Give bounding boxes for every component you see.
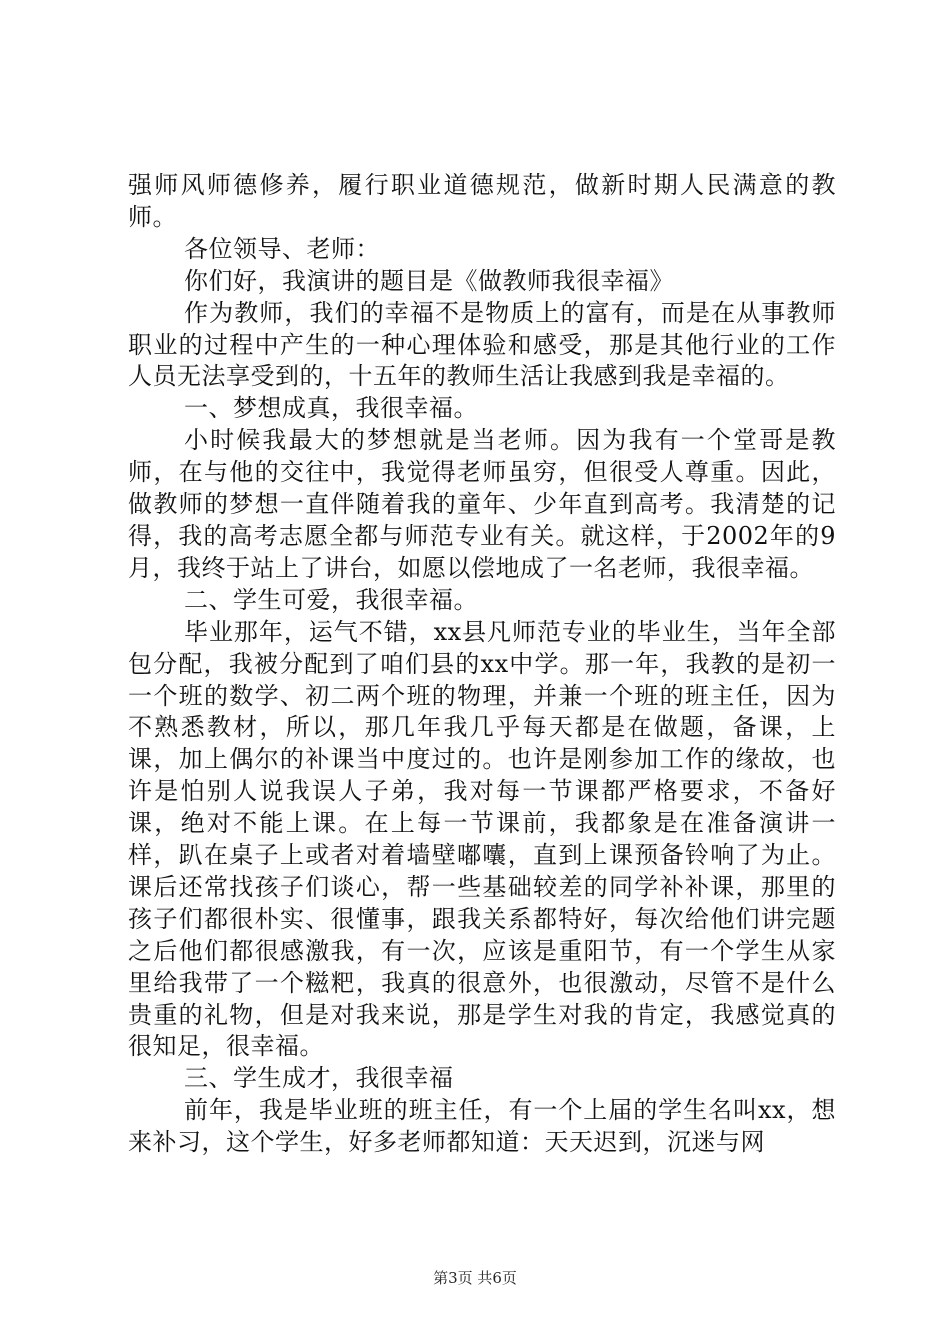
paragraph-4: 作为教师，我们的幸福不是物质上的富有，而是在从事教师职业的过程中产生的一种心理体验和感受，那是其他行业的工作人员无法享受到的，十五年的教师生活让我感到我是幸福的。 [128,298,836,391]
document-body [128,170,836,1159]
paragraph-1: 强师风师德修养，履行职业道德规范，做新时期人民满意的教师。 [128,171,836,231]
section-heading-2: 二、学生可爱，我很幸福。 [184,585,478,614]
section-heading-1: 一、梦想成真，我很幸福。 [184,394,478,423]
paragraph-6: 毕业那年，运气不错，xx县凡师范专业的毕业生，当年全部包分配，我被分配到了咱们县的xx中学。那一年，我教的是初一一个班的数学、初二两个班的物理，并兼一个班的班主任，因为不熟悉教材，所以，那几年我几乎每天都是在做题，备课，上课，加上偶尔的补课当中度过的。也许是刚参加工作的缘故，也许是怕别人说我误人子弟，我对每一节课都严格要求，不备好课，绝对不能上课。在上每一节课前，我都象是在准备演讲一样，趴在桌子上或者对着墙壁嘟囔，直到上课预备铃响了为止。课后还常找孩子们谈心，帮一些基础较差的同学补补课，那里的孩子们都很朴实、很懂事，跟我关系都特好，每次给他们讲完题之后他们都很感激我，有一次，应该是重阳节，有一个学生从家里给我带了一个糍粑，我真的很意外，也很激动，尽管不是什么贵重的礼物，但是对我来说，那是学生对我的肯定，我感觉真的很知足，很幸福。 [128,617,836,1061]
page-number-footer: 第3页 共6页 [433,1269,517,1287]
paragraph-7: 前年，我是毕业班的班主任，有一个上届的学生名叫xx，想来补习，这个学生，好多老师都知道：天天迟到，沉迷与网 [128,1096,836,1157]
paragraph-3: 你们好，我演讲的题目是《做教师我很幸福》 [184,266,674,295]
paragraph-5: 小时候我最大的梦想就是当老师。因为我有一个堂哥是教师，在与他的交往中，我觉得老师虽穷，但很受人尊重。因此，做教师的梦想一直伴随着我的童年、少年直到高考。我清楚的记得，我的高考志愿全都与师范专业有关。就这样，于2002年的9月，我终于站上了讲台，如愿以偿地成了一名老师，我很幸福。 [128,426,836,582]
section-heading-3: 三、学生成才，我很幸福 [184,1064,454,1093]
paragraph-2: 各位领导、老师： [184,234,380,263]
